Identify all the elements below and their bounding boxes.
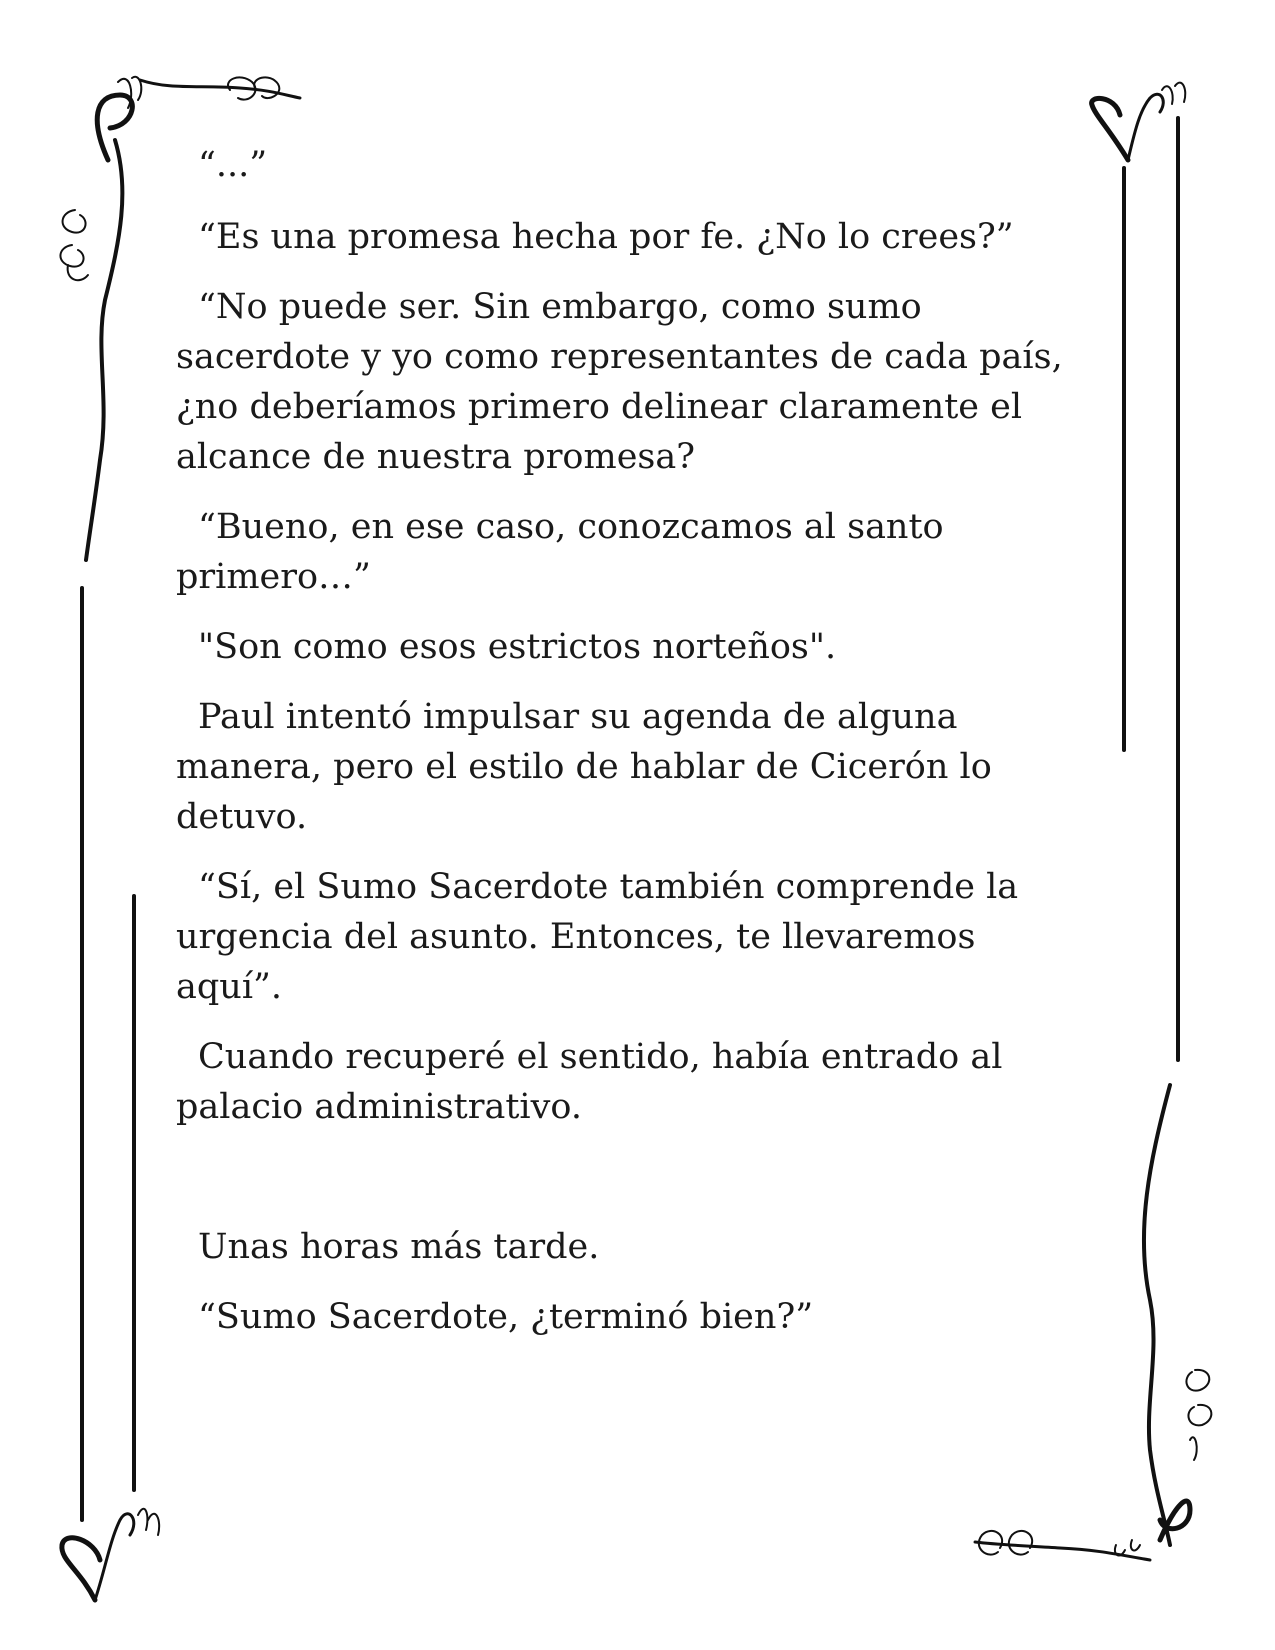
bottom-left-flourish: [62, 1509, 159, 1600]
paragraph: “Sí, el Sumo Sacerdote también comprende la urgencia del asunto. Entonces, te llevaremos aquí”.: [176, 867, 1019, 1007]
paragraph: Unas horas más tarde.: [198, 1227, 600, 1267]
paragraph: “...”: [198, 145, 268, 185]
paragraph: "Son como esos estrictos norteños".: [198, 627, 837, 667]
paragraph: “Bueno, en ese caso, conozcamos al santo primero…”: [176, 507, 944, 597]
page-text: [176, 140, 1081, 1362]
paragraph: Cuando recuperé el sentido, había entrado al palacio administrativo.: [176, 1037, 1003, 1127]
scene-break: [176, 1152, 1081, 1222]
paragraph: “Sumo Sacerdote, ¿terminó bien?”: [198, 1297, 814, 1337]
top-right-flourish: [1092, 83, 1186, 160]
paragraph: Paul intentó impulsar su agenda de alguna manera, pero el estilo de hablar de Cicerón lo detuvo.: [176, 697, 992, 837]
paragraph: “Es una promesa hecha por fe. ¿No lo crees?”: [198, 217, 1014, 257]
paragraph: “No puede ser. Sin embargo, como sumo sacerdote y yo como representantes de cada país, ¿no deberíamos primero delinear claramente el alcance de nuestra promesa?: [176, 287, 1063, 477]
